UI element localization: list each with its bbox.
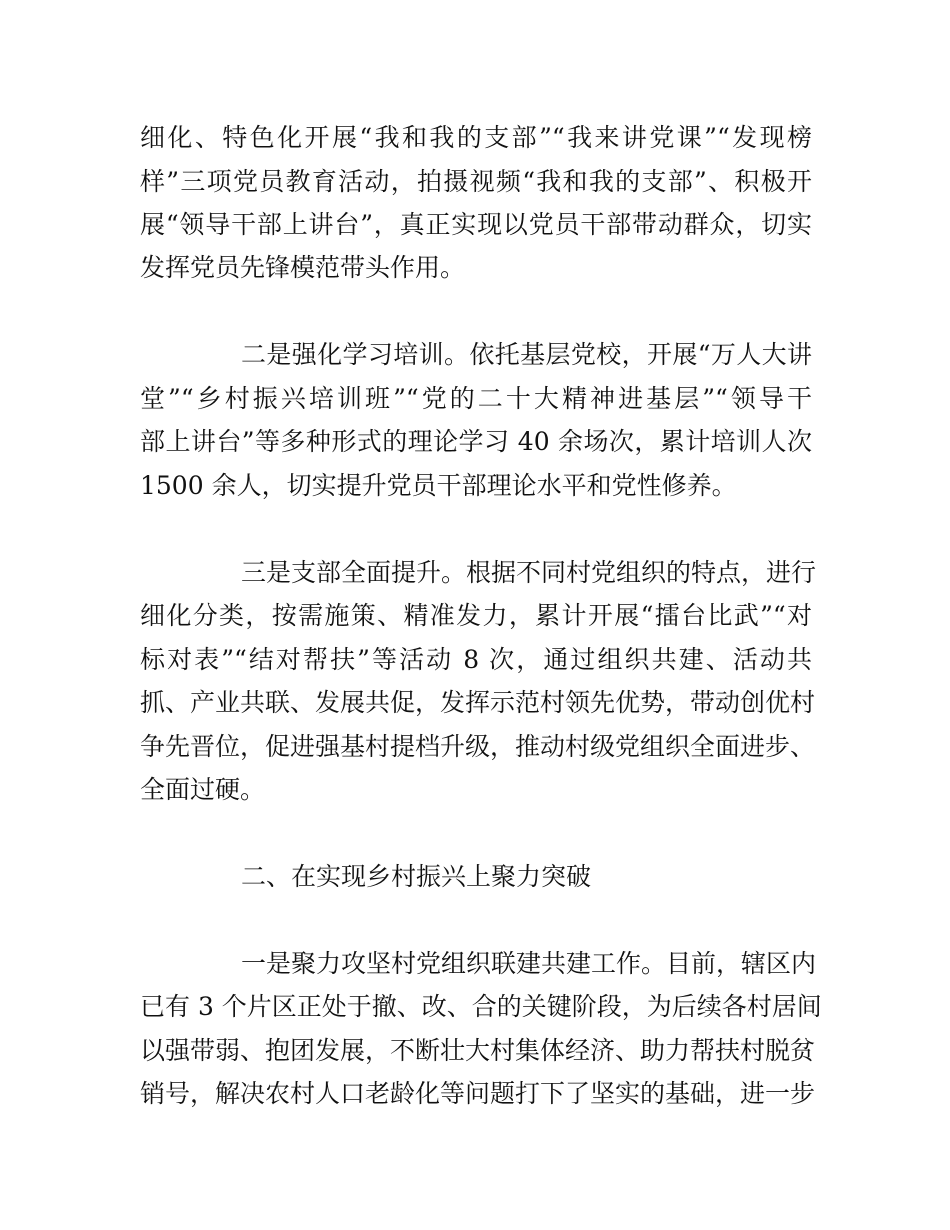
section-heading: 二、在实现乡村振兴上聚力突破 bbox=[241, 862, 592, 891]
paragraph-3-line-3: 标对表”“结对帮扶”等活动 8 次，通过组织共建、活动共 bbox=[140, 645, 812, 674]
paragraph-2-line-1: 二是强化学习培训。依托基层党校，开展“万人大讲 bbox=[241, 340, 812, 369]
paragraph-4-line-2: 已有 3 个片区正处于撤、改、合的关键阶段，为后续各村居间 bbox=[140, 992, 822, 1021]
paragraph-4-line-3: 以强带弱、抱团发展，不断壮大村集体经济、助力帮扶村脱贫 bbox=[140, 1036, 816, 1065]
paragraph-3-line-2: 细化分类，按需施策、精准发力，累计开展“擂台比武”“对 bbox=[140, 601, 812, 630]
paragraph-2-line-4: 1500 余人，切实提升党员干部理论水平和党性修养。 bbox=[140, 471, 737, 500]
paragraph-3-line-6: 全面过硬。 bbox=[140, 775, 266, 804]
paragraph-1-line-3: 展“领导干部上讲台”，真正实现以党员干部带动群众，切实 bbox=[140, 210, 812, 239]
paragraph-3-line-5: 争先晋位，促进强基村提档升级，推动村级党组织全面进步、 bbox=[140, 732, 816, 761]
paragraph-4-line-4: 销号，解决农村人口老龄化等问题打下了坚实的基础，进一步 bbox=[140, 1079, 816, 1108]
paragraph-1-line-2: 样”三项党员教育活动，拍摄视频“我和我的支部”、积极开 bbox=[140, 167, 812, 196]
paragraph-3-line-1: 三是支部全面提升。根据不同村党组织的特点，进行 bbox=[241, 558, 817, 587]
paragraph-4-line-1: 一是聚力攻坚村党组织联建共建工作。目前，辖区内 bbox=[241, 949, 817, 978]
paragraph-1-line-4: 发挥党员先锋模范带头作用。 bbox=[140, 253, 466, 282]
paragraph-3-line-4: 抓、产业共联、发展共促，发挥示范村领先优势，带动创优村 bbox=[140, 688, 816, 717]
paragraph-2-line-2: 堂”“乡村振兴培训班”“党的二十大精神进基层”“领导干 bbox=[140, 384, 812, 413]
paragraph-2-line-3: 部上讲台”等多种形式的理论学习 40 余场次，累计培训人次 bbox=[140, 427, 812, 456]
paragraph-1-line-1: 细化、特色化开展“我和我的支部”“我来讲党课”“发现榜 bbox=[140, 123, 812, 152]
